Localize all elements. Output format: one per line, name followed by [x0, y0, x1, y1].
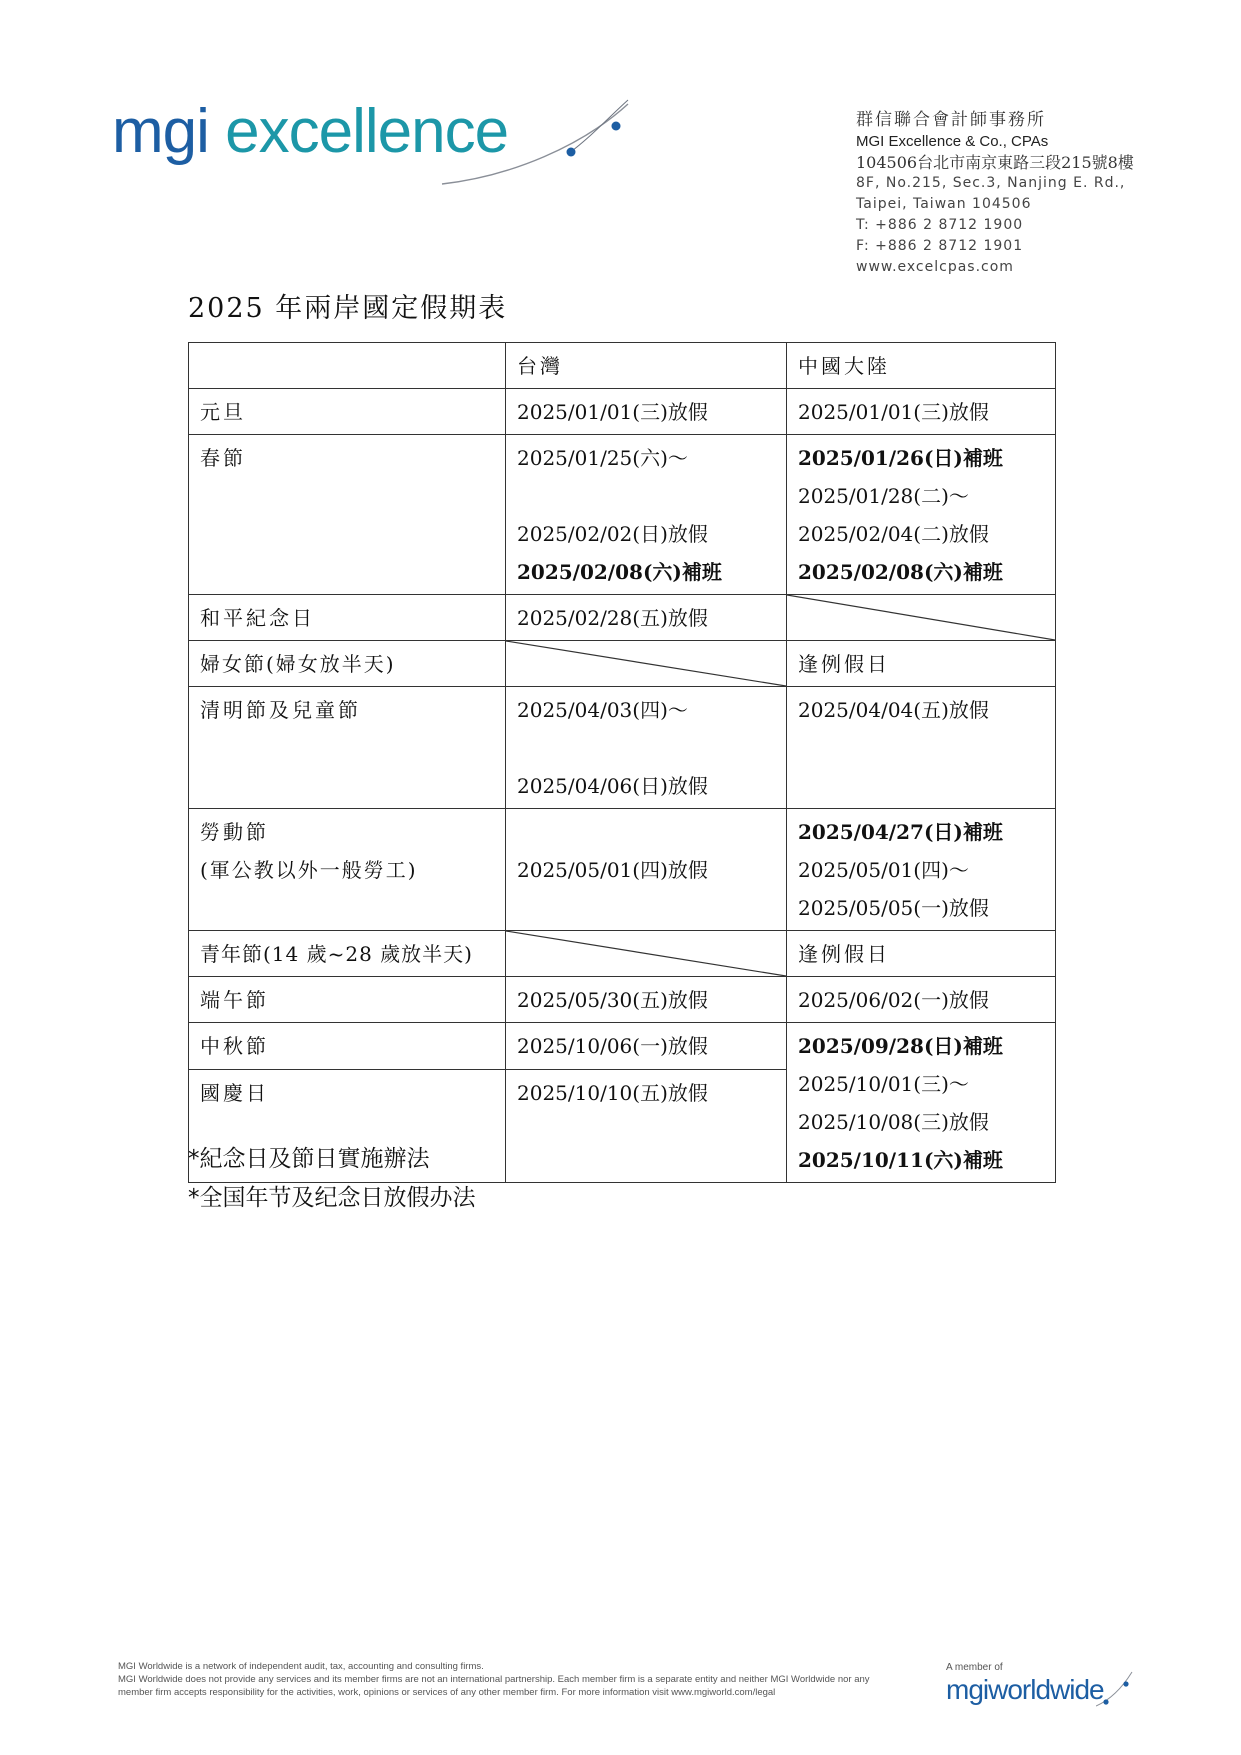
holiday-name-cell — [189, 435, 506, 595]
firm-name-zh: 群信聯合會計師事務所 — [856, 110, 1046, 130]
firm-address-en-2: Taipei, Taiwan 104506 — [856, 196, 1032, 212]
note-taiwan-regulation: *紀念日及節日實施辦法 — [188, 1146, 430, 1172]
firm-info — [856, 110, 1226, 278]
holiday-name: 中秋節 — [200, 1034, 269, 1058]
holiday-name: 春節 — [200, 446, 246, 470]
china-date-cell-merged — [787, 1023, 1056, 1183]
holiday-name-cell — [189, 389, 506, 435]
diagonal-strike — [506, 931, 786, 976]
china-date: 逢例假日 — [798, 652, 890, 676]
taiwan-date: 2025/02/08(六)補班 — [517, 560, 722, 584]
china-date: 2025/04/04(五)放假 — [798, 698, 989, 722]
taiwan-date-cell — [506, 809, 787, 931]
taiwan-date-cell — [506, 595, 787, 641]
china-date: 2025/09/28(日)補班 — [798, 1034, 1003, 1058]
holiday-name-cell — [189, 595, 506, 641]
table-row — [189, 595, 1056, 641]
table-row — [189, 931, 1056, 977]
footer-disclaimer — [118, 1660, 918, 1699]
holiday-name-cell — [189, 931, 506, 977]
logo-text-mgi: mgi — [112, 97, 209, 166]
holiday-name-cell — [189, 641, 506, 687]
note-china-regulation: *全国年节及纪念日放假办法 — [188, 1185, 476, 1211]
taiwan-date-cell — [506, 1023, 787, 1070]
firm-fax: F: +886 2 8712 1901 — [856, 238, 1024, 254]
holiday-name-cell — [189, 809, 506, 931]
china-date-cell — [787, 641, 1056, 687]
china-date: 2025/01/28(二)～ — [798, 484, 969, 508]
china-date: 逢例假日 — [798, 942, 890, 966]
taiwan-date-cell — [506, 389, 787, 435]
taiwan-date: 2025/01/25(六)～ — [517, 446, 688, 470]
table-row — [189, 977, 1056, 1023]
china-date: 2025/05/01(四)～ — [798, 858, 969, 882]
notes — [188, 1140, 476, 1218]
footer-line: member firm accepts responsibility for the activities, work, opinions or services of any other member firm. For more information visit www.mgiworld.com/legal — [118, 1687, 776, 1698]
holiday-name-cell — [189, 1023, 506, 1070]
holiday-name: 和平紀念日 — [200, 606, 315, 630]
taiwan-date: 2025/10/10(五)放假 — [517, 1081, 708, 1105]
china-date: 2025/01/26(日)補班 — [798, 446, 1003, 470]
not-applicable-cell — [787, 595, 1056, 641]
taiwan-date-cell — [506, 435, 787, 595]
holiday-name-note: (軍公教以外一般勞工) — [200, 858, 418, 882]
firm-tel: T: +886 2 8712 1900 — [856, 217, 1024, 233]
mgiworldwide-wordmark: mgiworldwide — [946, 1674, 1104, 1705]
china-date-cell — [787, 435, 1056, 595]
firm-name-en: MGI Excellence & Co., CPAs — [856, 133, 1049, 150]
footer-line: MGI Worldwide is a network of independent audit, tax, accounting and consulting firms. — [118, 1661, 484, 1672]
holiday-name: 勞動節 — [200, 820, 269, 844]
company-logo — [112, 96, 572, 196]
china-date-cell — [787, 687, 1056, 809]
china-date: 2025/05/05(一)放假 — [798, 896, 989, 920]
holiday-table — [188, 342, 1056, 1183]
table-header-row — [189, 343, 1056, 389]
china-date-cell — [787, 809, 1056, 931]
china-date: 2025/01/01(三)放假 — [798, 400, 989, 424]
table-row — [189, 641, 1056, 687]
taiwan-date: 2025/02/02(日)放假 — [517, 522, 708, 546]
document-title: 2025 年兩岸國定假期表 — [188, 293, 508, 324]
table-row — [189, 389, 1056, 435]
china-date-cell — [787, 389, 1056, 435]
table-row — [189, 687, 1056, 809]
header-china-label: 中國大陸 — [798, 354, 890, 378]
china-date: 2025/10/08(三)放假 — [798, 1110, 989, 1134]
taiwan-date — [517, 813, 775, 851]
taiwan-date — [517, 477, 775, 515]
taiwan-date: 2025/01/01(三)放假 — [517, 400, 708, 424]
member-label: A member of — [946, 1662, 1003, 1673]
firm-address-en-1: 8F, No.215, Sec.3, Nanjing E. Rd., — [856, 175, 1126, 191]
taiwan-date — [517, 729, 775, 767]
not-applicable-cell — [506, 931, 787, 977]
holiday-name: 婦女節(婦女放半天) — [200, 652, 396, 676]
logo-text-excellence: excellence — [225, 97, 509, 166]
member-of-mgiworldwide — [946, 1662, 1146, 1710]
footer-line: MGI Worldwide does not provide any services and its member firms are not an international partnership. Each member firm is a separate entity and neither MGI Worldwide nor any — [118, 1674, 870, 1685]
table-row — [189, 1023, 1056, 1070]
china-date: 2025/10/01(三)～ — [798, 1072, 969, 1096]
firm-web: www.excelcpas.com — [856, 259, 1014, 275]
taiwan-date: 2025/04/03(四)～ — [517, 698, 688, 722]
not-applicable-cell — [506, 641, 787, 687]
header-cell-taiwan — [506, 343, 787, 389]
taiwan-date: 2025/02/28(五)放假 — [517, 606, 708, 630]
diagonal-strike — [787, 595, 1055, 640]
holiday-name: 端午節 — [200, 988, 269, 1012]
taiwan-date-cell — [506, 1070, 787, 1183]
china-date-cell — [787, 931, 1056, 977]
taiwan-date: 2025/05/01(四)放假 — [517, 858, 708, 882]
taiwan-date: 2025/10/06(一)放假 — [517, 1034, 708, 1058]
china-date: 2025/02/08(六)補班 — [798, 560, 1003, 584]
header-cell-china — [787, 343, 1056, 389]
firm-address-zh: 104506台北市南京東路三段215號8樓 — [856, 153, 1134, 172]
china-date: 2025/04/27(日)補班 — [798, 820, 1003, 844]
holiday-name: 元旦 — [200, 400, 246, 424]
taiwan-date-cell — [506, 687, 787, 809]
china-date: 2025/06/02(一)放假 — [798, 988, 989, 1012]
holiday-name: 國慶日 — [200, 1081, 269, 1105]
taiwan-date: 2025/04/06(日)放假 — [517, 774, 708, 798]
china-date-cell — [787, 977, 1056, 1023]
table-row — [189, 809, 1056, 931]
holiday-name-cell — [189, 687, 506, 809]
holiday-name: 青年節(14 歲~28 歲放半天) — [200, 942, 473, 966]
holiday-name: 清明節及兒童節 — [200, 698, 361, 722]
taiwan-date: 2025/05/30(五)放假 — [517, 988, 708, 1012]
china-date: 2025/10/11(六)補班 — [798, 1148, 1003, 1172]
taiwan-date-cell — [506, 977, 787, 1023]
header-cell-blank — [189, 343, 506, 389]
header-taiwan-label: 台灣 — [517, 354, 563, 378]
holiday-name-cell — [189, 977, 506, 1023]
diagonal-strike — [506, 641, 786, 686]
mgi-swoosh-logo-icon — [432, 96, 672, 196]
mgiworldwide-swoosh-icon — [1096, 1670, 1136, 1710]
china-date: 2025/02/04(二)放假 — [798, 522, 989, 546]
table-row — [189, 435, 1056, 595]
